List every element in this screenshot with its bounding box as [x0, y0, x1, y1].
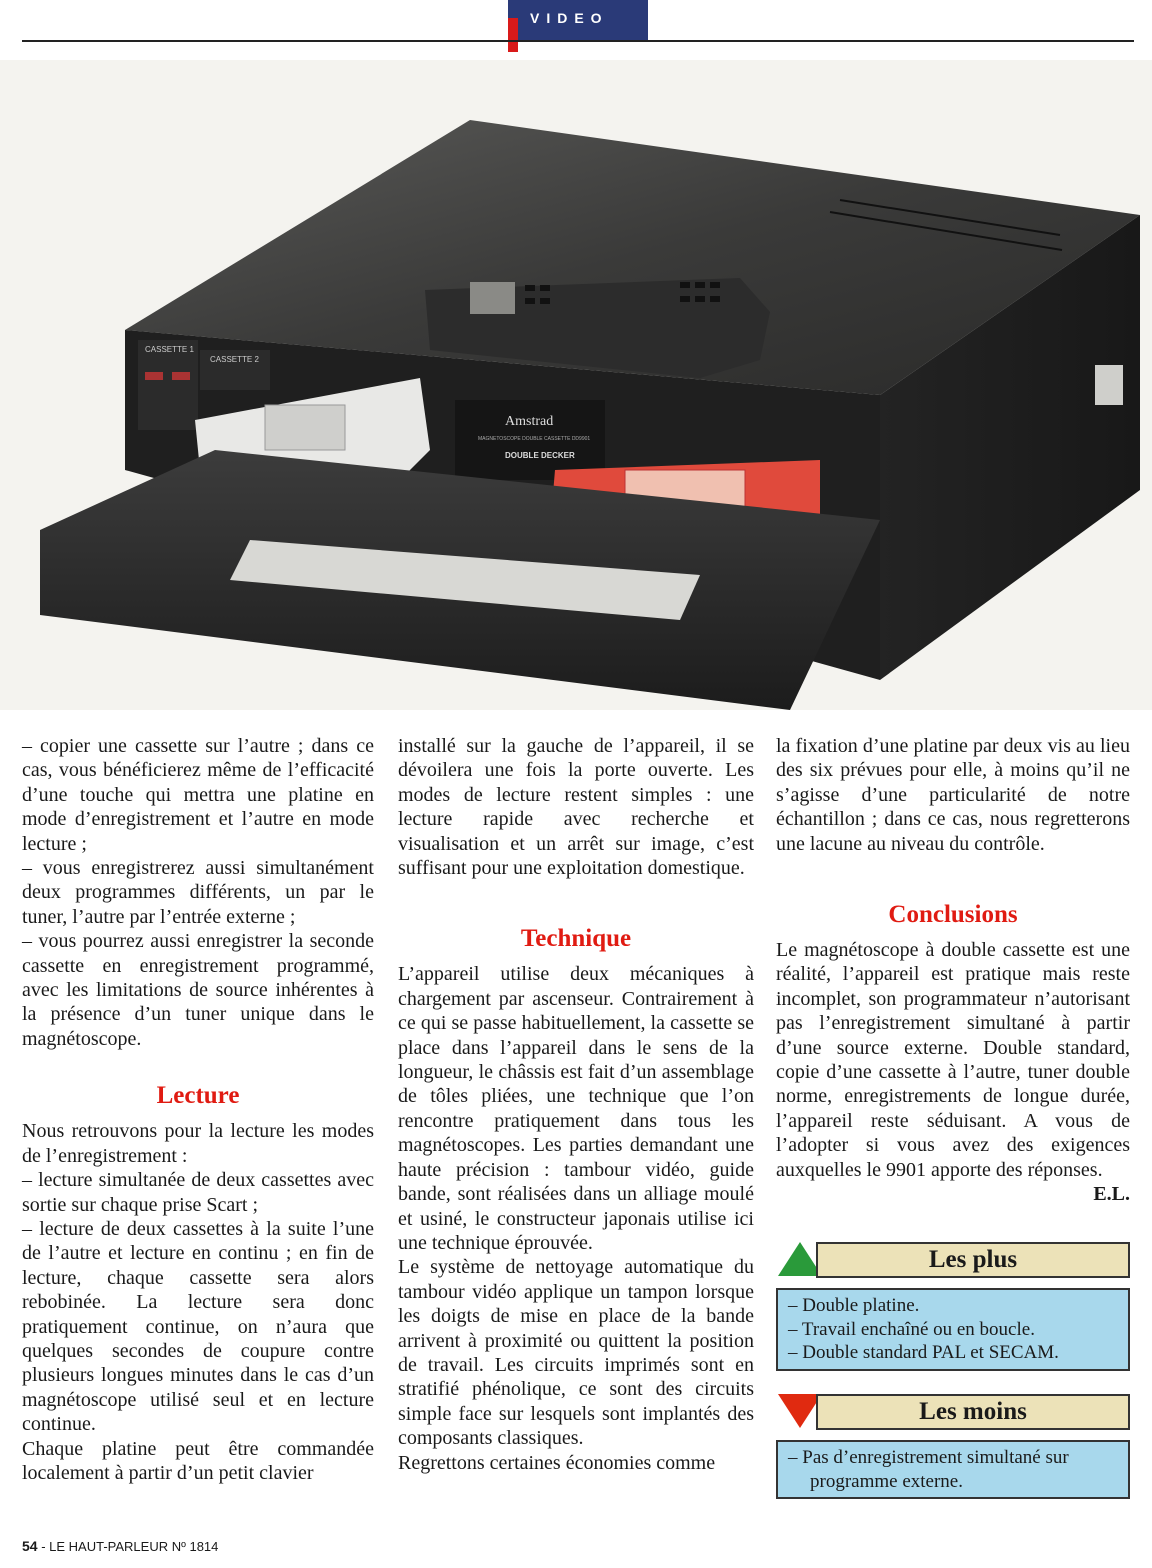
- section-title: VIDEO: [530, 10, 609, 26]
- deck2-label: CASSETTE 2: [210, 355, 259, 364]
- cons-title: Les moins: [816, 1394, 1130, 1430]
- brand-logo: Amstrad: [505, 414, 554, 429]
- model-line: MAGNETOSCOPE DOUBLE CASSETTE DD9901: [478, 436, 591, 442]
- list-item: – Pas d’enregistrement simultané sur programme externe.: [788, 1447, 1069, 1492]
- text-column-1: [22, 734, 374, 1485]
- section-heading-lecture: Lecture: [156, 1082, 240, 1110]
- header-rule: [22, 40, 1134, 42]
- product-photo: [0, 60, 1152, 710]
- cons-list: [776, 1440, 1130, 1499]
- paragraph: [776, 938, 1130, 1206]
- list-item: – Double standard PAL et SECAM.: [788, 1342, 1059, 1363]
- pros-header: [776, 1240, 1130, 1278]
- paragraph: – vous pourrez aussi enregistrer la seconde cassette en enregistrement programmé, avec les limitations de source inhérentes à la présence d’un tuner unique dans le magnétoscope.: [22, 930, 374, 1050]
- paragraph: – copier une cassette sur l’autre ; dans ce cas, vous bénéficierez même de l’efficacité d’une touche qui mettra une platine en mode d’enregistrement et l’autre en mode lecture ;: [22, 735, 374, 855]
- pros-list: [776, 1288, 1130, 1371]
- section-tab: [508, 0, 648, 40]
- paragraph: – lecture de deux cassettes à la suite l’une de l’autre et lecture en continu ; en fin de lecture, chaque cassette sera alors rebobinée. La lecture sera donc pratiquement continue, on n’aura que quelques secondes de coupure contre plusieurs longues minutes dans le cas d’un magnétoscope utilisé seul et en lecture continue.: [22, 1217, 374, 1436]
- paragraph: L’appareil utilise deux mécaniques à chargement par ascenseur. Contrairement à ce qui se passe habituellement, la cassette se place dans l’appareil dans le sens de la longueur, le châssis est fait d’un assemblage de tôles pliées, une technique que l’on rencontre pratiquement dans tous les magnétoscopes. Les parties demandant une haute précision : tambour vidéo, guide bande, sont réalisées dans un alliage moulé et usiné, le constructeur japonais utilise ici une technique éprouvée.: [398, 963, 754, 1254]
- paragraph: Le système de nettoyage automatique du tambour vidéo applique un tampon lorsque les doigts de mise en place de la bande arrivent à proximité ou quittent la position de travail. Les circuits imprimés sont en stratifié phénolique, ce sont des circuits simple face sur lesquels sont implantés des composants classiques.: [398, 1256, 754, 1450]
- text-column-2: [398, 734, 754, 1475]
- paragraph: Regrettons certaines économies comme: [398, 1451, 716, 1474]
- author-signature: E.L.: [1093, 1183, 1130, 1206]
- magazine-name: - LE HAUT-PARLEUR Nº 1814: [41, 1539, 219, 1554]
- page-footer: [22, 1538, 218, 1554]
- deck1-label: CASSETTE 1: [145, 345, 194, 354]
- paragraph: – vous enregistrerez aussi simultanément deux programmes différents, un par le tuner, l’autre par l’entrée externe ;: [22, 857, 374, 928]
- conclusion-text: Le magnétoscope à double cassette est une réalité, l’appareil est pratique mais reste incomplet, son programmateur n’autorisant pas l’enregistrement simultané à partir d’une source externe. Double standard, copie d’une cassette à l’autre, tuner double norme, enregistrements de longue durée, l’appareil reste séduisant. A vous de l’adopter si vous avez des exigences auxquelles le 9901 apporte des réponses.: [776, 939, 1130, 1181]
- cons-header: [776, 1392, 1130, 1430]
- list-item: – Travail enchaîné ou en boucle.: [788, 1318, 1035, 1340]
- list-item: – Double platine.: [788, 1295, 920, 1316]
- double-decker-badge: DOUBLE DECKER: [505, 451, 575, 460]
- section-tab-accent: [508, 18, 518, 52]
- paragraph: Chaque platine peut être commandée localement à partir d’un petit clavier: [22, 1437, 374, 1484]
- pros-title: Les plus: [816, 1242, 1130, 1278]
- section-heading-conclusions: Conclusions: [888, 901, 1018, 929]
- page-number: 54: [22, 1538, 38, 1554]
- paragraph: Nous retrouvons pour la lecture les modes de l’enregistrement :: [22, 1120, 374, 1167]
- pros-box: [776, 1240, 1130, 1371]
- paragraph: – lecture simultanée de deux cassettes avec sortie sur chaque prise Scart ;: [22, 1169, 374, 1216]
- cons-box: [776, 1392, 1130, 1499]
- section-heading-technique: Technique: [520, 925, 632, 953]
- paragraph: installé sur la gauche de l’appareil, il se dévoilera une fois la porte ouverte. Les modes de lecture restent simples : une lecture rapide avec recherche et visualisation et un arrêt sur image, c’est suffisant pour une exploitation domestique.: [398, 735, 754, 880]
- text-column-3: [776, 734, 1130, 1207]
- paragraph: la fixation d’une platine par deux vis au lieu des six prévues pour elle, à moins qu’il ne s’agisse d’une particularité de notre échantillon ; dans ce cas, nous regretterons une lacune au niveau du contrôle.: [776, 735, 1130, 855]
